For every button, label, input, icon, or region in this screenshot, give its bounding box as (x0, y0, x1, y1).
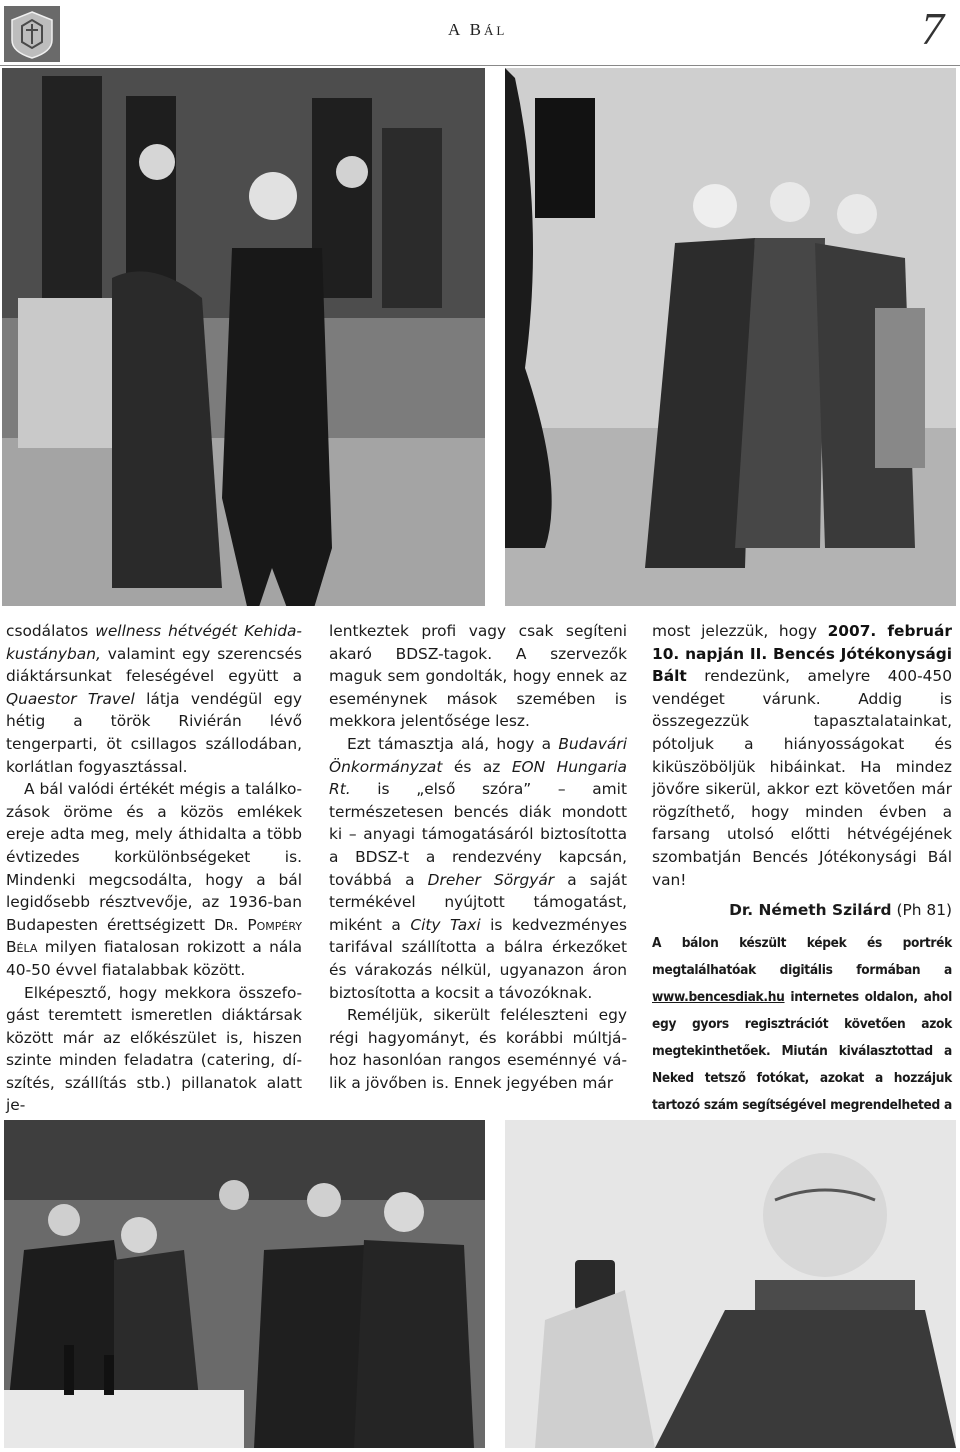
col3-paragraph-1: most jelezzük, hogy 2007. február 10. napján II. Bencés Jótékonysági Bált rendezünk, amelyre 400-450 vendéget várunk. Addig is összegezzük tapasztalatainkat, pótoljuk a hiányosságokat és kiküszöböljük hibáinkat. Ha mindez jövőre sikerül, akkor ezt követően már rögzíthető, hogy minden évben a farsang utolsó előtti hétvégéjének szombatján Bencés Jótékonysági Bál van! (652, 622, 952, 889)
article-column-1 (6, 620, 302, 1117)
man-with-camera-photo (505, 1120, 956, 1448)
col2-paragraph-1: lentkeztek profi vagy csak segíteni akaró BDSZ-tagok. A szervezők maguk sem gondolták, hogy ennek az eseménynek mások szemében is mekkora jelentősége lesz. (329, 622, 627, 731)
singing-men-photo (505, 68, 956, 606)
col1-paragraph-3: Elképesztő, hogy mekkora összefogást teremtett ismeretlen diáktársak között már az előkészület is, hiszen szinte minden feladatra (catering, díszítés, szállítás stb.) pillanatok alatt je- (6, 983, 302, 1115)
running-head: A BÁL (448, 20, 508, 39)
col1-paragraph-2: A bál valódi értékét mégis a találkozások öröme és a közös emlékek ereje adta meg, mely áthidalta a több évtizedes korkülönbségeket is. Mindenki megcsodálta, hogy a bál legidősebb résztvevője, az 1936-ban Budapesten érettségizett Dr. Pompéry Béla milyen fiatalosan rokizott a nála 40-50 évvel fiatalabbak között. (6, 780, 302, 979)
group-at-table-photo (4, 1120, 485, 1448)
col2-paragraph-2: Ezt támasztja alá, hogy a Budavári Önkormányzat és az EON Hungaria Rt. is „első szóra” – amit természetesen bencés diák mondott ki – anyagi támogatásáról biztosította a BDSZ-t a rendezvény kapcsán, továbbá a Dreher Sörgyár a saját termékével nyújtott támogatást, miként a City Taxi is kedvezményes tarifával szállította a bálra érkezőket és várakozás nélkül, ugyanazon áron biztosította a kocsit a távozóknak. (329, 734, 627, 1002)
photo-access-note: A bálon készült képek és portrék megtalálhatóak digitális formában a www.bencesdiak.hu internetes oldalon, ahol egy gyors regisztrációt követően azok megtekinthetőek. Miután kiválasztottad a Neked tetsző fotókat, azokat a hozzájuk tartozó szám segítségével megrendelheted a (652, 930, 952, 1173)
monogram-crest-icon (4, 6, 60, 62)
author-signature: Dr. Németh Szilárd (Ph 81) (729, 901, 952, 920)
col1-paragraph-1: csodálatos wellness hétvégét Kehidakustányban, valamint egy szerencsés diáktársunkat feleségével együtt a Quaestor Travel látja vendégül egy hétig a török Riviérán lévő tengerparti, öt csillagos szállodában, korlátlan fogyasztással. (6, 622, 302, 776)
article-column-2 (329, 620, 627, 1094)
page-number: 7 (921, 3, 944, 54)
dancing-couple-photo (2, 68, 485, 606)
website-link[interactable]: www.bencesdiak.hu (652, 988, 785, 1005)
article-column-3 (652, 620, 952, 1173)
header-rule (0, 65, 960, 66)
col2-paragraph-3: Reméljük, sikerült feléleszteni egy régi hagyományt, és korábbi múltjához hasonlóan rangos eseménnyé válik a jövőben is. Ennek jegyében már (329, 1006, 627, 1092)
